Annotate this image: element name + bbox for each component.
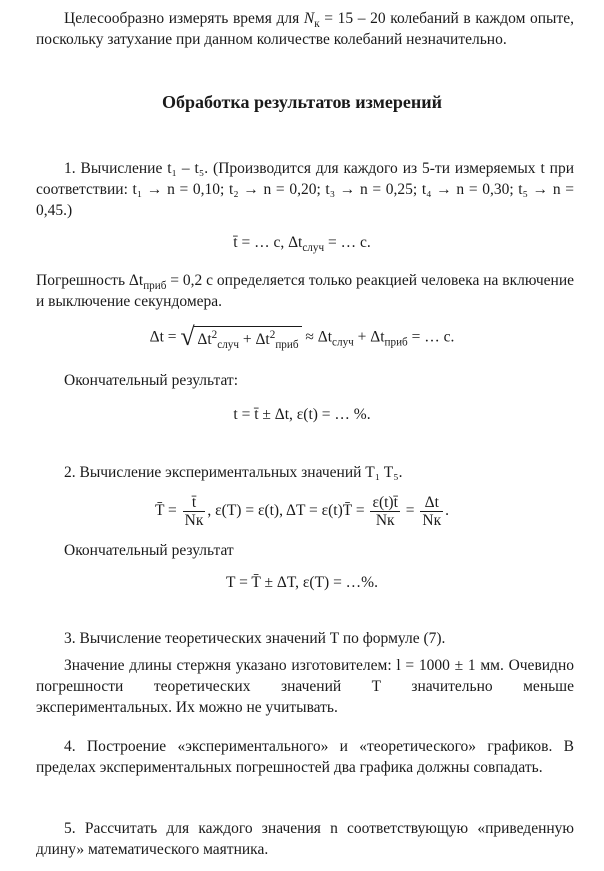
step4-paragraph: 4. Построение «экспериментального» и «теоретического» графиков. В пределах экспериментальных погрешностей два графика должны совпадать. — [36, 738, 574, 776]
error-sub: приб — [143, 280, 167, 292]
delta-plus-sub: приб — [384, 336, 408, 349]
intro-text-start: Целесообразно измерять время для — [64, 10, 304, 27]
section-heading: Обработка результатов измерений — [161, 92, 442, 112]
mean-formula-sub: случ — [302, 242, 325, 254]
step5-paragraph: 5. Рассчитать для каждого значения n соответствующую «приведенную длину» математического маятника. — [36, 820, 574, 858]
nk-subscript: к — [314, 18, 320, 30]
fraction-3-den: Nк — [422, 512, 442, 529]
fraction-2 — [370, 494, 399, 529]
fraction-3 — [420, 494, 443, 529]
final-formula-1: t = t̄ ± Δt, ε(t) = … %. — [233, 406, 371, 423]
rad-term-a-sup: 2 — [211, 329, 218, 341]
final-result-label-2: Окончательный результат — [64, 542, 234, 559]
nk-symbol: N — [303, 10, 315, 27]
radical-body — [194, 326, 301, 350]
final-result-label-1: Окончательный результат: — [64, 372, 239, 389]
delta-lhs: Δt = — [149, 328, 181, 346]
step3-paragraph: Значение длины стержня указано изготовителем: l = 1000 ± 1 мм. Очевидно погрешности теоретических значений T значительно меньше экспериментальных. Их можно не учитывать. — [36, 657, 574, 716]
rad-term-b-sup: 2 — [269, 329, 276, 341]
rad-term-a: Δt — [197, 331, 212, 348]
rad-term-a-sub: случ — [217, 339, 239, 351]
period-eps: , ε(T) = ε(t), ΔT = ε(t)T̄ = — [207, 502, 369, 520]
mean-formula-tail: = … с. — [324, 234, 371, 251]
period-lhs: T̄ = — [154, 502, 181, 520]
step1-paragraph: 1. Вычисление t₁ – t₅. (Производится для каждого из 5-ти измеряемых t при соответствии: t₁ → n = 0,10; t₂ → n = 0,20; t₃ → n = 0,25; t₄ → n = 0,30; t₅ → n = 0,45.) — [36, 160, 574, 219]
sqrt-expression — [180, 322, 301, 351]
period-formula — [0, 494, 604, 529]
step3-title: 3. Вычисление теоретических значений T по формуле (7). — [64, 630, 446, 647]
radical-sign: √ — [180, 322, 195, 351]
period-eq: = — [401, 502, 419, 520]
intro-paragraph — [36, 8, 574, 50]
mean-formula-text: t̄ = … с, Δt — [233, 234, 303, 251]
final-formula-2: T = T̄ ± ΔT, ε(T) = …%. — [226, 574, 378, 591]
period-end: . — [445, 502, 450, 520]
fraction-1-den: Nк — [184, 512, 204, 529]
delta-approx: ≈ Δt — [301, 328, 333, 346]
error-paragraph — [36, 270, 574, 312]
error-text: Погрешность Δt — [36, 272, 144, 289]
rad-term-b-sub: приб — [275, 339, 299, 351]
fraction-2-den: Nк — [375, 512, 395, 529]
fraction-1 — [183, 494, 206, 529]
step2-title: 2. Вычисление экспериментальных значений T₁ T₅. — [64, 464, 403, 481]
error-tail: = 0,2 с определяется только реакцией человека на включение и выключение секундомера. — [36, 272, 574, 310]
fraction-2-num: ε(t)t̄ — [372, 494, 398, 511]
mean-formula — [0, 232, 604, 253]
delta-tail: = … с. — [407, 328, 455, 346]
intro-text-end: = 15 – 20 колебаний в каждом опыте, поскольку затухание при данном количестве колебаний незначительно. — [36, 10, 574, 48]
delta-formula — [0, 322, 604, 351]
fraction-1-num: t̄ — [183, 494, 206, 512]
rad-plus: + Δt — [238, 331, 270, 348]
delta-plus: + Δt — [353, 328, 385, 346]
delta-approx-sub: случ — [332, 336, 354, 349]
fraction-3-num: Δt — [420, 494, 443, 512]
